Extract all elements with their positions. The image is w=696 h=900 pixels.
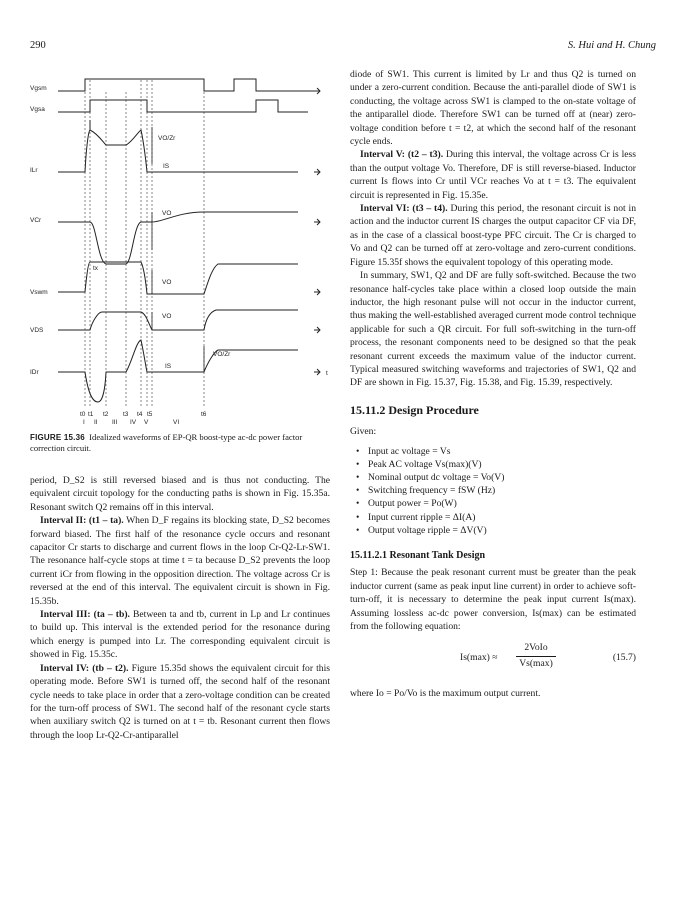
paragraph-where: where Io = Po/Vo is the maximum output current. bbox=[350, 688, 541, 700]
paragraph-summary: In summary, SW1, Q2 and DF are fully soft-switched. Because the two resonance half-cycles take place within a closed loop outside the main inductor, the high resonant pulse will not occur in the inductor current, thus making the well-established averaged current mode control technique applicable for such a QR circuit. For full soft-switching in the turn-off process, the resonant components need to be designed so that the peak resonant current exceeds the maximum value of the inductor current. Typical measured switching waveforms and trajectories of SW1, Q2 and DF are shown in Fig. 15.37, Fig. 15.38, and Fig. 15.39, respectively. bbox=[350, 270, 636, 389]
time-label-t5: t5 bbox=[147, 411, 153, 418]
axis-arrows bbox=[314, 88, 320, 375]
given-item: • Peak AC voltage Vs(max)(V) bbox=[368, 458, 636, 471]
time-label-t6: t6 bbox=[201, 411, 207, 418]
annotation-vo: VO bbox=[162, 210, 172, 217]
interval-label-1: I bbox=[83, 419, 85, 424]
text-interval-5: During this interval, the voltage across Cr is less than the output voltage Vo. Therefore, DF is still reverse-biased. Inductor current Is flows into Cr until VCr reaches Vo at t = t3. The equivalent circuit is represented in Fig. 15.35e. bbox=[350, 149, 636, 201]
waveform-ilr bbox=[58, 130, 298, 172]
heading-interval-2: Interval II: (t1 – ta). bbox=[40, 515, 124, 527]
annotation-tx: tx bbox=[93, 265, 99, 272]
annotation-vo-2: VO bbox=[162, 279, 172, 286]
paragraph-interval-3 bbox=[30, 608, 330, 662]
equation-numerator: 2VoIo bbox=[516, 641, 556, 656]
time-label-t2: t2 bbox=[103, 411, 109, 418]
paragraph-interval-4 bbox=[30, 662, 330, 742]
paragraph-interval-5 bbox=[350, 148, 636, 202]
figure-caption bbox=[30, 432, 330, 454]
paragraph-interval-2 bbox=[30, 514, 330, 608]
label-vgsm: Vgsm bbox=[30, 85, 47, 92]
waveform-vcr bbox=[58, 212, 298, 264]
given-item: • Output voltage ripple = ΔV(V) bbox=[368, 524, 636, 537]
label-vcr: VCr bbox=[30, 217, 42, 224]
annotation-t: t bbox=[326, 370, 328, 377]
heading-interval-5: Interval V: (t2 – t3). bbox=[360, 149, 444, 161]
heading-interval-6: Interval VI: (t3 – t4). bbox=[360, 203, 448, 215]
running-header-authors: S. Hui and H. Chung bbox=[567, 40, 656, 51]
equation-fraction bbox=[516, 641, 556, 670]
paragraph-interval-6 bbox=[350, 202, 636, 269]
waveform-idr bbox=[58, 340, 298, 402]
paragraph-period: period, D_S2 is still reversed biased and is thus not conducting. The equivalent circuit topology for the conducting paths is shown in Fig. 15.35a. Resonant switch Q2 remains off in this interval. bbox=[30, 475, 330, 513]
given-item: • Input current ripple = ΔI(A) bbox=[368, 511, 636, 524]
subsection-title: 15.11.2.1 Resonant Tank Design bbox=[350, 549, 486, 561]
interval-label-5: V bbox=[144, 419, 149, 424]
waveform-figure bbox=[28, 72, 338, 424]
annotation-vo-zr-2: VO/Zr bbox=[213, 351, 231, 358]
label-vgsa: Vgsa bbox=[30, 106, 45, 113]
time-label-t4: t4 bbox=[137, 411, 143, 418]
annotation-is-2: IS bbox=[165, 363, 172, 370]
label-vswm: Vswm bbox=[30, 289, 48, 296]
text-interval-2: When D_F regains its blocking state, D_S2 becomes forward biased. The first half of the resonance cycle occurs and resonant capacitor Cr starts to discharge and current flows in the loop Cr-Q2-Lr-SW1. The resonance half-cycle stops at time t = ta because D_S2 prevents the loop current iCr from flowing in the opposition direction. The voltage across Cr is reversed at the end of this interval. The equivalent circuit is shown in Fig. 15.35b. bbox=[30, 515, 330, 607]
waveform-vgsa bbox=[58, 100, 308, 112]
given-item: • Nominal output dc voltage = Vo(V) bbox=[368, 471, 636, 484]
given-item: • Output power = Po(W) bbox=[368, 497, 636, 510]
heading-interval-4: Interval IV: (tb – t2). bbox=[40, 662, 129, 674]
left-text-column bbox=[30, 474, 330, 742]
equation-denominator: Vs(max) bbox=[519, 657, 553, 669]
heading-interval-3: Interval III: (ta – tb). bbox=[40, 609, 130, 621]
interval-label-6: VI bbox=[173, 419, 180, 424]
time-label-t3: t3 bbox=[123, 411, 129, 418]
page-number: 290 bbox=[30, 40, 46, 51]
annotation-vo-3: VO bbox=[162, 313, 172, 320]
figure-caption-label: FIGURE 15.36 bbox=[30, 433, 85, 442]
figure-caption-text: Idealized waveforms of EP-QR boost-type ac-dc power factor correction circuit. bbox=[30, 432, 303, 454]
waveform-vds bbox=[58, 310, 298, 330]
text-interval-4: Figure 15.35d shows the equivalent circuit for this operating mode. Before SW1 is turned off, the second half of the resonant cycle needs to take place in order that a zero-voltage condition can be created for the turn-off process of SW1. The second half of the resonant cycle starts when auxiliary switch Q2 is turned on at t = tb. Resonant current then flows through the loop Lr-Q2-Cr-antiparallel bbox=[30, 662, 330, 741]
equation-number: (15.7) bbox=[612, 652, 636, 664]
text-interval-6: During this period, the resonant circuit is not in action and the inductor current IS charges the output capacitor CF via DF, as in the case of a classical boost-type PFC circuit. The Cr is charged to Vo and Q2 can be turned off at zero-voltage and zero-current conditions. Figure 15.35f shows the equivalent topology of this operating mode. bbox=[350, 203, 636, 268]
interval-label-2: II bbox=[94, 419, 98, 424]
annotation-vo-zr: VO/Zr bbox=[158, 135, 176, 142]
waveform-vgsm bbox=[58, 79, 308, 91]
annotation-is: IS bbox=[163, 163, 170, 170]
text-interval-3: Between ta and tb, current in Lp and Lr continues to build up. This interval is the extended period for the resonance during which energy is pumped into Lr. The corresponding equivalent circuit is showed in Fig. 15.35c. bbox=[30, 609, 330, 661]
given-label: Given: bbox=[350, 426, 377, 438]
paragraph-diode: diode of SW1. This current is limited by Lr and thus Q2 is turned on under a zero-current condition. Because the anti-parallel diode of SW1 is conducting, the voltage across SW1 is clamped to the on-state voltage of the antiparallel diode. Therefore SW1 can be turned off at (near) zero-voltage condition before t = t2, at which the second half of the resonant cycle ends. bbox=[350, 69, 636, 148]
given-list bbox=[350, 445, 636, 537]
equation-lhs: Is(max) ≈ bbox=[460, 652, 498, 664]
interval-label-4: IV bbox=[130, 419, 137, 424]
given-item: • Input ac voltage = Vs bbox=[368, 445, 636, 458]
time-label-t1: t1 bbox=[88, 411, 94, 418]
equation-15-7 bbox=[350, 639, 636, 681]
label-ilr: ILr bbox=[30, 167, 38, 174]
paragraph-step1: Step 1: Because the peak resonant current must be greater than the peak inductor current (same as peak input line current) in order to achieve soft-turn-off, it is necessary to determine the peak input current Is(max). Assuming lossless ac-dc power conversion, Is(max) can be estimated from the following equation: bbox=[350, 567, 636, 633]
label-idr: IDr bbox=[30, 369, 39, 376]
time-label-t0: t0 bbox=[80, 411, 86, 418]
right-text-column bbox=[350, 68, 636, 701]
label-vds: VDS bbox=[30, 327, 44, 334]
given-item: • Switching frequency = fSW (Hz) bbox=[368, 484, 636, 497]
interval-label-3: III bbox=[112, 419, 118, 424]
section-title: 15.11.2 Design Procedure bbox=[350, 402, 479, 417]
